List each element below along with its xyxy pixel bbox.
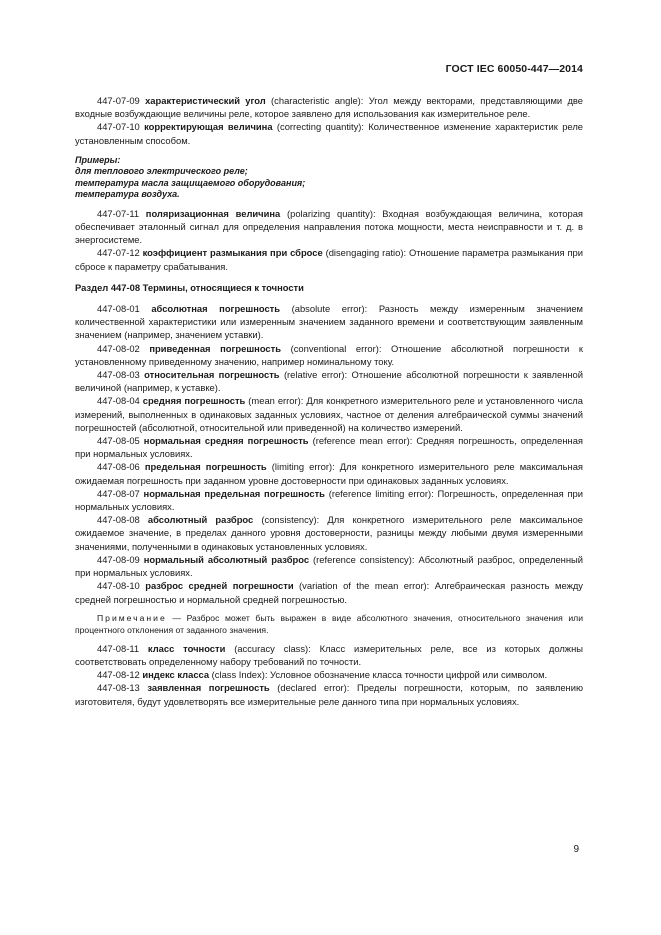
section-heading: Раздел 447-08 Термины, относящиеся к точности <box>75 281 304 293</box>
term-name: заявленная погрешность <box>147 682 270 694</box>
term-entry <box>75 579 583 605</box>
term-entry <box>75 246 583 272</box>
example-item: для теплового электрического реле; <box>75 166 248 177</box>
term-definition: (polarizing quantity): Входная возбуждающая величина, которая обеспечивает эталонный сигнал для определения направления потока мощности, места неисправности и т. д. в энергосистеме. <box>75 207 583 246</box>
document-body <box>75 94 583 708</box>
term-entry <box>75 302 583 342</box>
term-definition: (consistency): Для конкретного измерительного реле максимальное ожидаемое значение, в пределах данного уровня достоверности, разницы между любыми двумя измеренными значениями, полученными в одинаковых установленных условиях. <box>75 514 584 552</box>
term-name: коэффициент размыкания при сбросе <box>142 247 323 259</box>
term-name: абсолютная погрешность <box>151 303 281 315</box>
mid-entries <box>75 207 583 273</box>
term-definition: (variation of the mean error): Алгебраическая разность между средней погрешностью и нормальной средней погрешностью. <box>75 580 583 605</box>
term-definition: (mean error): Для конкретного измерительного реле и установленного числа измерений, выполненных в одинаковых заданных условиях, частное от деления алгебраической суммы значений погрешностей (абсолютной, относительной или приведенной) на количество измерений. <box>75 395 583 433</box>
term-entry <box>75 368 583 394</box>
term-number: 447-07-12 <box>97 247 140 259</box>
examples-label: Примеры: <box>75 154 121 165</box>
term-entry <box>75 207 583 247</box>
term-number: 447-08-05 <box>97 435 140 447</box>
term-definition: (correcting quantity): Количественное изменение характеристик реле установленным способом. <box>75 121 584 146</box>
term-name: индекс класса <box>142 669 210 681</box>
example-item: температура масла защищаемого оборудования; <box>75 177 306 188</box>
term-number: 447-08-04 <box>97 395 140 407</box>
term-name: абсолютный разброс <box>147 514 254 526</box>
term-entry <box>75 434 583 460</box>
term-entry <box>75 487 583 513</box>
term-entry <box>75 342 583 368</box>
term-entry <box>75 681 583 707</box>
term-name: класс точности <box>147 642 226 654</box>
term-number: 447-08-11 <box>97 642 140 654</box>
term-number: 447-08-08 <box>97 514 140 526</box>
note <box>75 612 583 636</box>
term-definition: (characteristic angle): Угол между векторами, представляющими две входные возбуждающие величины реле, которое заявлено для использования как измерительное реле. <box>75 95 583 120</box>
term-definition: (absolute error): Разность между измеренным значением количественной характеристики или измеренным значением заданного времени и соответствующим заявленным значением (например, значением уставки). <box>75 303 583 341</box>
term-entry <box>75 513 583 553</box>
note-dash: — <box>166 612 187 623</box>
term-entry <box>75 553 583 579</box>
term-name: приведенная погрешность <box>149 342 281 354</box>
term-number: 447-07-11 <box>97 207 140 219</box>
examples-block <box>75 155 583 201</box>
term-definition: (accuracy class): Класс измерительных реле, все из которых должны соответствовать определенному набору требований по точности. <box>75 642 583 667</box>
term-definition: (relative error): Отношение абсолютной погрешности к заявленной величиной (например, к уставке). <box>75 369 584 394</box>
section-entries <box>75 302 583 606</box>
term-name: нормальная предельная погрешность <box>143 487 325 499</box>
term-entry <box>75 668 583 681</box>
term-name: поляризационная величина <box>145 207 281 219</box>
term-entry <box>75 460 583 486</box>
term-name: средняя погрешность <box>142 395 246 407</box>
term-number: 447-08-13 <box>97 682 140 694</box>
term-number: 447-08-10 <box>97 580 140 592</box>
term-name: характеристический угол <box>145 95 266 106</box>
term-definition: (limiting error): Для конкретного измерительного реле максимальная ожидаемая погрешность при заданном уровне достоверности при одинаковых заданных условиях. <box>75 461 584 486</box>
term-definition: (reference mean error): Средняя погрешность, определенная при нормальных условиях. <box>75 435 583 460</box>
term-definition: (class Index): Условное обозначение класса точности цифрой или символом. <box>209 669 548 681</box>
example-item: температура воздуха. <box>75 189 180 200</box>
term-entry <box>75 394 583 434</box>
term-definition: (reference limiting error): Погрешность, определенная при нормальных условиях. <box>75 487 583 513</box>
term-entry <box>75 642 583 668</box>
term-name: относительная погрешность <box>144 369 280 381</box>
term-number: 447-08-02 <box>97 342 140 354</box>
top-entries <box>75 94 583 147</box>
final-entries <box>75 642 583 708</box>
term-definition: (declared error): Пределы погрешности, которым, по заявлению изготовителя, будут удовлетворять все измерительные реле данного типа при нормальных условиях. <box>75 682 583 707</box>
note-text: Разброс может быть выражен в виде абсолютного значения, относительного значения или процентного отклонения от заданного значения. <box>75 612 583 635</box>
term-number: 447-07-10 <box>97 121 140 133</box>
term-number: 447-08-01 <box>97 303 140 315</box>
term-number: 447-08-09 <box>97 553 140 565</box>
term-definition: (conventional error): Отношение абсолютной погрешности к установленному приведенному значению, например номинальному току. <box>75 342 584 367</box>
term-name: разброс средней погрешности <box>145 580 294 592</box>
term-name: нормальный абсолютный разброс <box>143 553 310 565</box>
term-name: корректирующая величина <box>144 121 273 133</box>
term-number: 447-08-03 <box>97 369 140 381</box>
term-definition: (reference consistency): Абсолютный разброс, определенный при нормальных условиях. <box>75 553 583 579</box>
note-label: Примечание <box>97 612 167 623</box>
term-name: предельная погрешность <box>144 461 267 473</box>
term-name: нормальная средняя погрешность <box>143 435 309 447</box>
term-number: 447-08-12 <box>97 669 140 681</box>
term-definition: (disengaging ratio): Отношение параметра размыкания при сбросе к параметру срабатывания. <box>75 247 583 272</box>
term-entry <box>75 120 583 146</box>
term-number: 447-08-06 <box>97 461 140 473</box>
standard-header: ГОСТ IEC 60050-447—2014 <box>445 63 583 75</box>
term-entry <box>75 94 583 120</box>
page-number: 9 <box>573 844 579 855</box>
term-number: 447-08-07 <box>97 487 140 499</box>
term-number: 447-07-09 <box>97 95 140 106</box>
